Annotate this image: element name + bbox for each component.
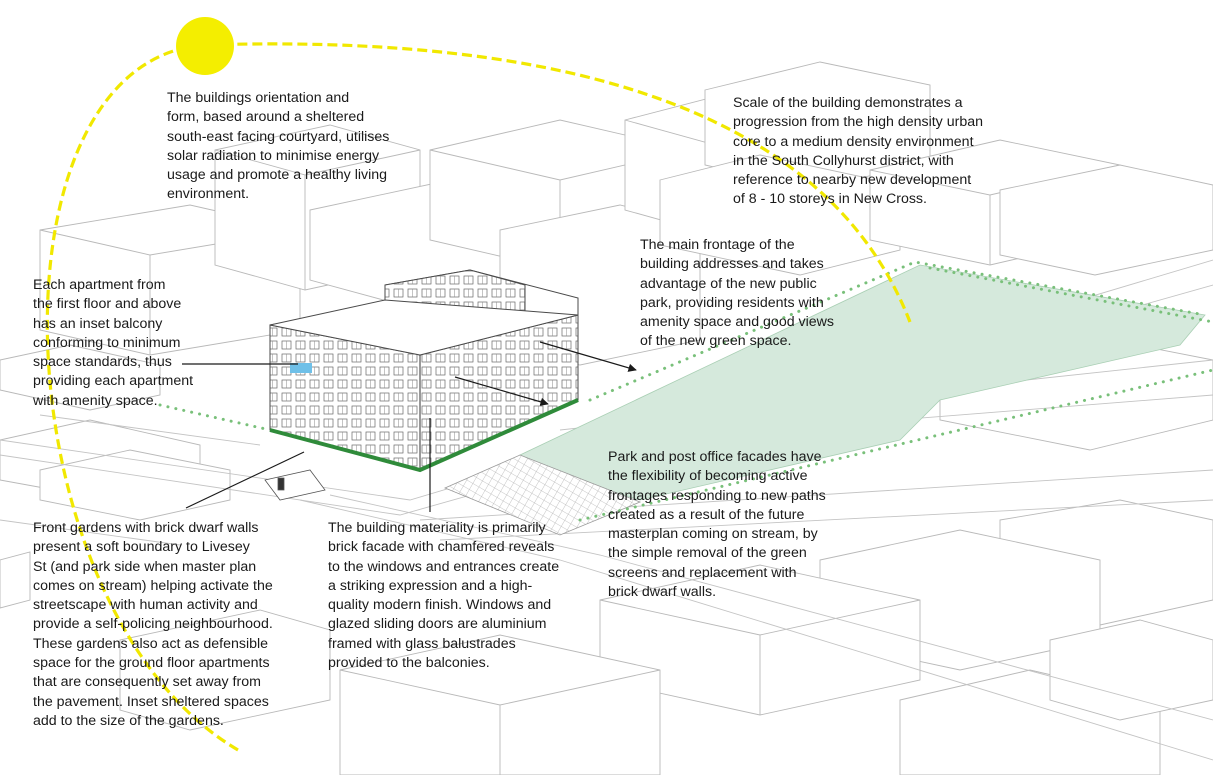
park-facades-note: Park and post office facades have the flexibility of becoming active frontages responding to new paths created as a result of the future masterplan coming on stream, by the simple removal of the green screens and replacement with brick dwarf walls. — [608, 449, 826, 601]
materiality-note: The building materiality is primarily brick facade with chamfered reveals to the windows and entrances create a striking expression and a high- quality modern finish. Windows and glazed sliding doors are aluminium framed with glass balustrades provided to the balconies. — [328, 520, 560, 672]
front-gardens-note: Front gardens with brick dwarf walls present a soft boundary to Livesey St (and park side when master plan comes on stream) helping activate the streetscape with human activity and provide a self-policing neighbourhood. These gardens also act as defensible space for the ground floor apartments that are consequently set away from the pavement. Inset sheltered spaces add to the size of the gardens. — [33, 520, 273, 729]
building-scale-note: Scale of the building demonstrates a progression from the high density urban core to a medium density environment in the South Collyhurst district, with reference to nearby new development of 8 - 10 storeys in New Cross. — [733, 95, 983, 208]
balcony-note: Each apartment from the first floor and above has an inset balcony conforming to minimum space standards, thus providing each apartment with amenity space. — [33, 277, 194, 409]
gatehouse — [265, 470, 325, 500]
solar-orientation-note: The buildings orientation and form, based around a sheltered south-east facing courtyard, utilises solar radiation to minimise energy usage and promote a healthy living environment. — [167, 90, 390, 203]
proposed-building — [270, 270, 578, 470]
sun-icon — [176, 17, 234, 75]
main-frontage-note: The main frontage of the building addresses and takes advantage of the new public park, providing residents with amenity space and good views of the new green space. — [640, 237, 835, 350]
